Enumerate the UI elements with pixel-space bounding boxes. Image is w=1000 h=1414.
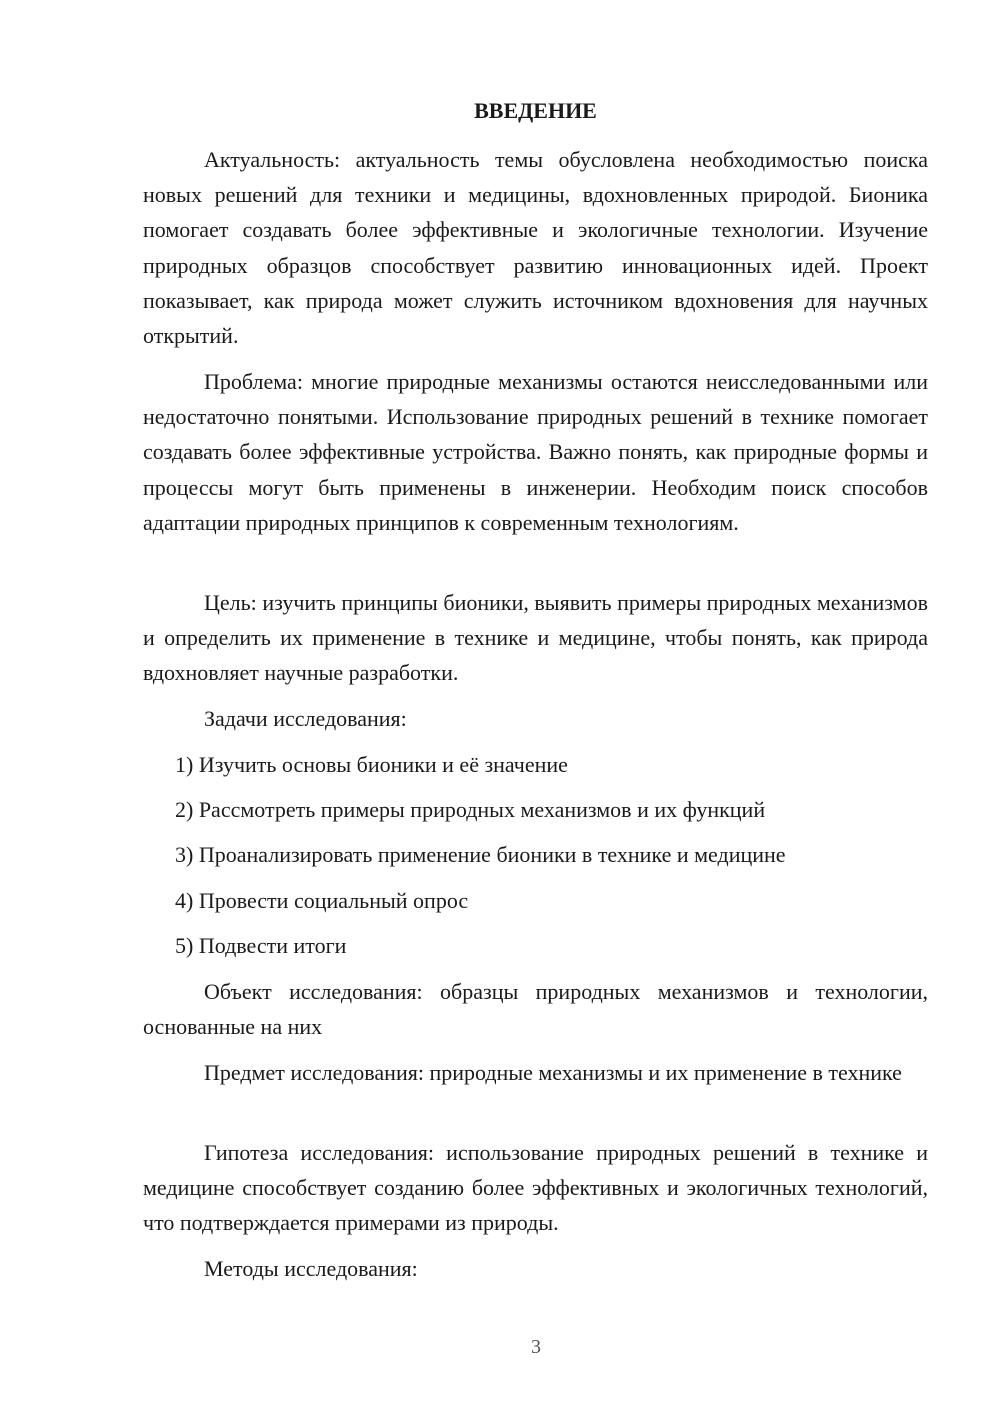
object-paragraph: Объект исследования: образцы природных механизмов и технологии, основанные на них [143,979,928,1040]
tasks-heading: Задачи исследования: [204,706,407,731]
page-number: 3 [531,1336,541,1358]
subject-paragraph: Предмет исследования: природные механизмы и их применение в технике [204,1060,902,1085]
hypothesis-paragraph: Гипотеза исследования: использование природных решений в технике и медицине способствует созданию более эффективных и экологичных технологий, что подтверждается примерами из природы. [143,1140,928,1236]
problem-paragraph: Проблема: многие природные механизмы остаются неисследованными или недостаточно понятыми. Использование природных решений в технике помогает создавать более эффективные устройства. Важно понять, как природные формы и процессы могут быть применены в инженерии. Необходим поиск способов адаптации природных принципов к современным технологиям. [143,369,928,535]
task-list-item: 4) Провести социальный опрос [175,888,469,913]
task-list-item: 3) Проанализировать применение бионики в технике и медицине [175,842,786,867]
task-list-item: 5) Подвести итоги [175,933,347,958]
page-title: ВВЕДЕНИЕ [474,98,597,123]
methods-heading: Методы исследования: [204,1256,418,1281]
goal-paragraph: Цель: изучить принципы бионики, выявить примеры природных механизмов и определить их применение в технике и медицине, чтобы понять, как природа вдохновляет научные разработки. [143,590,928,686]
task-list-item: 2) Рассмотреть примеры природных механизмов и их функций [175,797,766,822]
task-list-item: 1) Изучить основы бионики и её значение [175,752,568,777]
relevance-paragraph: Актуальность: актуальность темы обусловлена необходимостью поиска новых решений для техники и медицины, вдохновленных природой. Бионика помогает создавать более эффективные и экологичные технологии. Изучение природных образцов способствует развитию инновационных идей. Проект показывает, как природа может служить источником вдохновения для научных открытий. [143,147,928,349]
